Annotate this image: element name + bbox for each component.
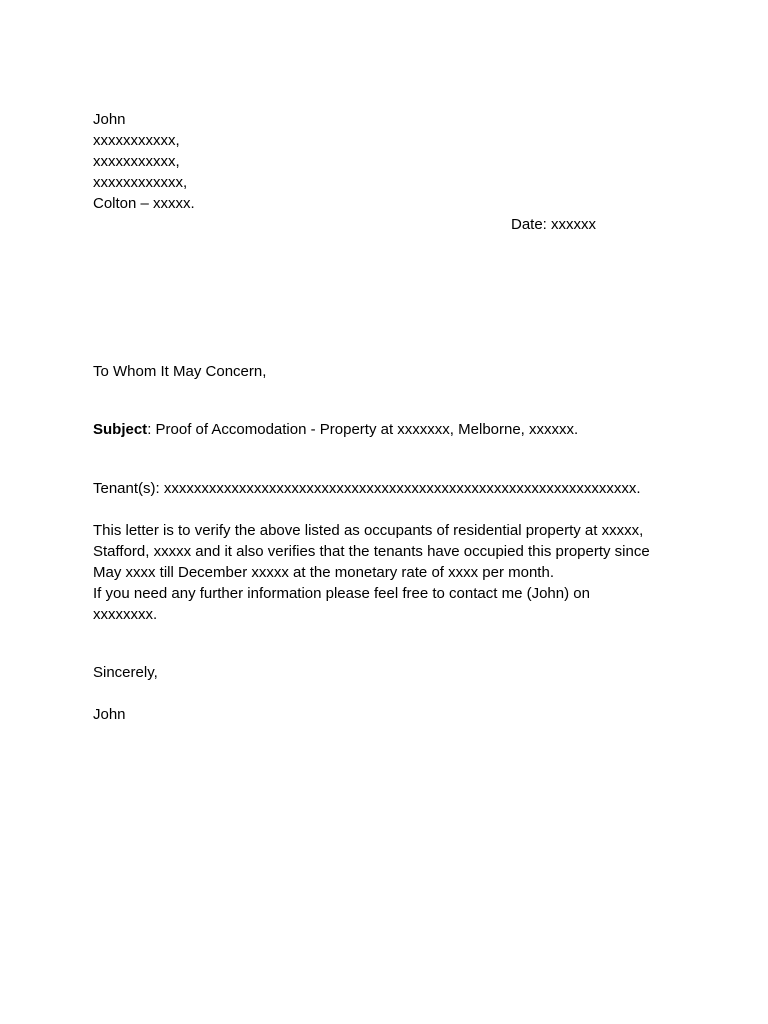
body-line: If you need any further information please feel free to contact me (John) on [93, 585, 590, 602]
sender-address-line: xxxxxxxxxxx, [93, 132, 180, 149]
letter-date: Date: xxxxxx [511, 216, 597, 233]
subject-text: : Proof of Accomodation - Property at xxxxxxx, Melborne, xxxxxx. [147, 421, 579, 438]
subject-label: Subject [93, 421, 148, 438]
body-line: This letter is to verify the above listed as occupants of residential property at xxxxx, [93, 522, 644, 539]
body-line: Stafford, xxxxx and it also verifies that the tenants have occupied this property since [93, 543, 650, 560]
sender-name: John [93, 111, 126, 128]
body-line: xxxxxxxx. [93, 606, 158, 623]
tenants-line: Tenant(s): xxxxxxxxxxxxxxxxxxxxxxxxxxxxxxxxxxxxxxxxxxxxxxxxxxxxxxxxxxxxxxx. [93, 480, 641, 497]
signature-name: John [93, 706, 126, 723]
closing: Sincerely, [93, 664, 158, 681]
salutation: To Whom It May Concern, [93, 363, 267, 380]
sender-address-line: xxxxxxxxxxxx, [93, 174, 188, 191]
body-line: May xxxx till December xxxxx at the monetary rate of xxxx per month. [93, 564, 554, 581]
subject-line [93, 419, 578, 440]
letter-body [93, 520, 683, 625]
sender-address-line: xxxxxxxxxxx, [93, 153, 180, 170]
sender-address-block [93, 109, 195, 214]
sender-address-line: Colton – xxxxx. [93, 195, 195, 212]
